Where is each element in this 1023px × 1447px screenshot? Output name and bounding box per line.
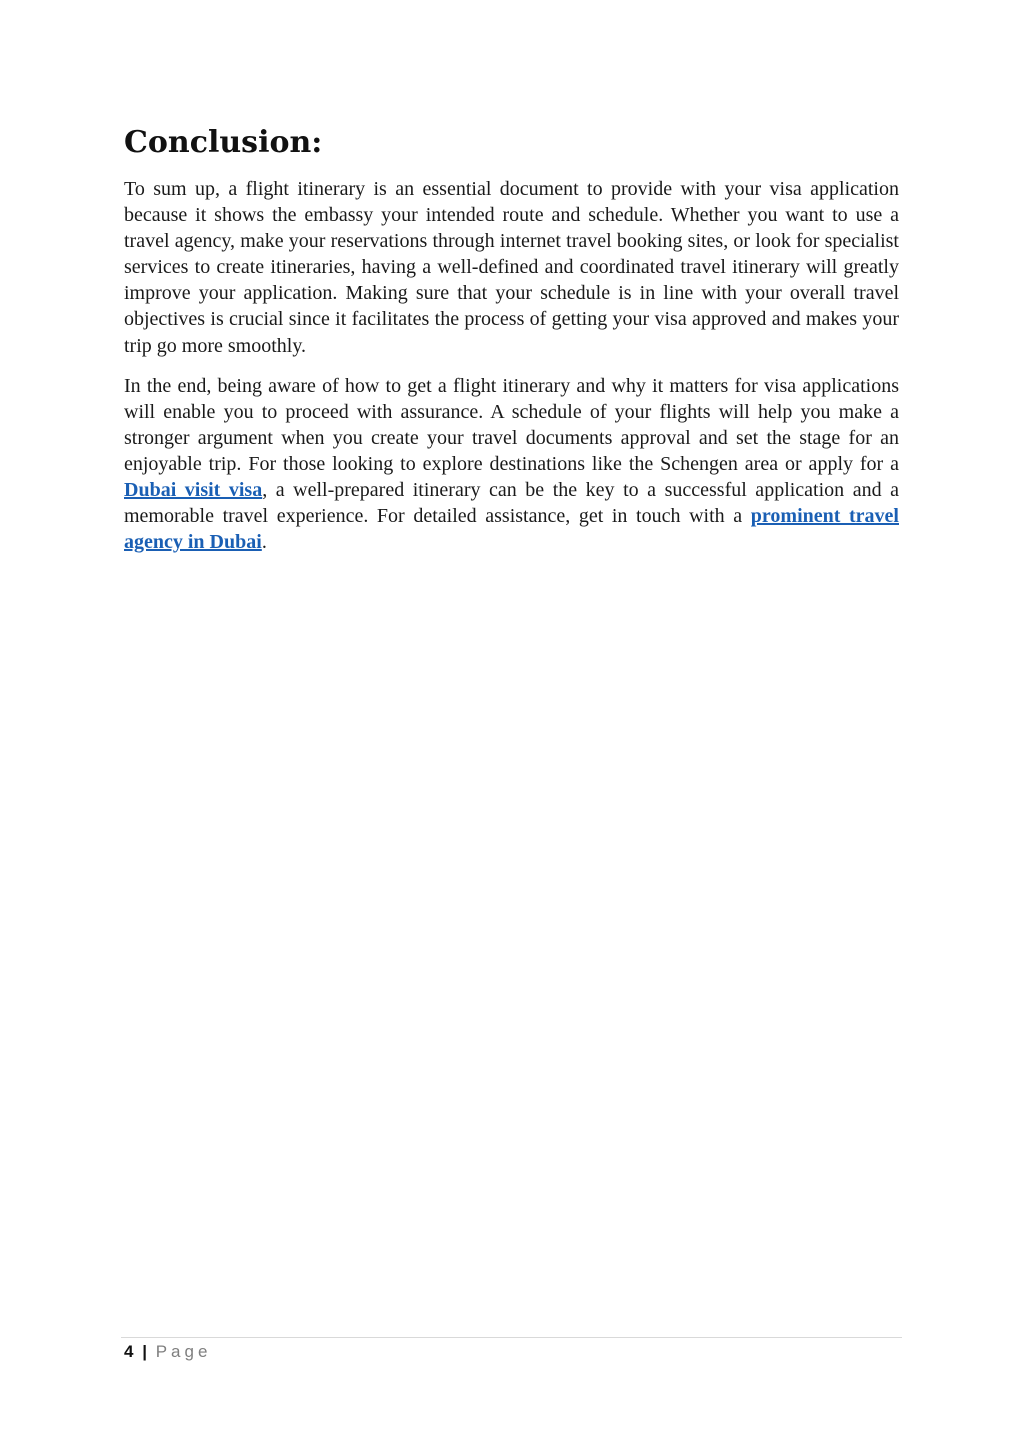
footer-separator: |	[142, 1342, 147, 1361]
page-label: Page	[155, 1342, 212, 1361]
page-number: 4	[124, 1342, 134, 1361]
travel-agency-link[interactable]: prominent travel agency in Dubai	[124, 505, 899, 554]
page-footer	[124, 1340, 211, 1364]
footer-divider	[121, 1337, 902, 1338]
paragraph-2-text-start: In the end, being aware of how to get a flight itinerary and why it matters for visa applications will enable you to proceed with assurance. A schedule of your flights will help you make a stronger argument when you create your travel documents approval and set the stage for an enjoyable trip. For those looking to explore destinations like the Schengen area or apply for a	[124, 374, 899, 475]
paragraph-2-text-end: .	[261, 531, 267, 554]
dubai-visit-visa-link[interactable]: Dubai visit visa	[124, 479, 263, 502]
page-content	[124, 124, 899, 569]
conclusion-heading: Conclusion:	[124, 125, 323, 160]
paragraph-1: To sum up, a flight itinerary is an essential document to provide with your visa application because it shows the embassy your intended route and schedule. Whether you want to use a travel agency, make your reservations through internet travel booking sites, or look for specialist services to create itineraries, having a well-defined and coordinated travel itinerary will greatly improve your application. Making sure that your schedule is in line with your overall travel objectives is crucial since it facilitates the process of getting your visa approved and makes your trip go more smoothly.	[124, 178, 899, 357]
paragraph-2	[124, 373, 899, 556]
paragraph-2-text-middle: , a well-prepared itinerary can be the key to a successful application and a memorable travel experience. For detailed assistance, get in touch with a	[124, 479, 899, 528]
